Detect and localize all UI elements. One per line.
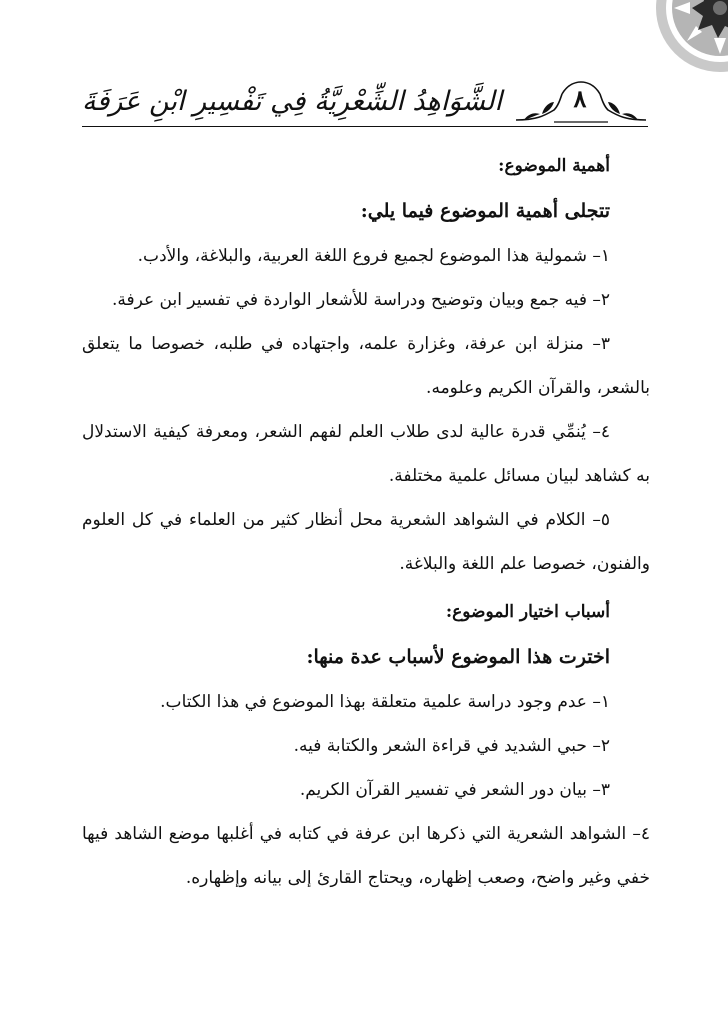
list-item: ٢– فيه جمع وبيان وتوضيح ودراسة للأشعار الواردة في تفسير ابن عرفة.	[111, 290, 610, 310]
section-heading-reasons: أسباب اختيار الموضوع:	[445, 602, 610, 622]
corner-star-ornament	[638, 0, 728, 90]
list-item: ٤– الشواهد الشعرية التي ذكرها ابن عرفة في كتابه في أغلبها موضع الشاهد فيها خفي وغير واضح، وصعب إظهاره، ويحتاج القارئ إلى بيانه وإظهاره.	[82, 824, 650, 888]
section-heading-importance: أهمية الموضوع:	[498, 156, 610, 176]
header-divider	[82, 126, 648, 127]
running-header	[82, 80, 648, 130]
list-item: ٢– حبي الشديد في قراءة الشعر والكتابة فيه.	[293, 736, 610, 756]
list-item: ٣– منزلة ابن عرفة، وغزارة علمه، واجتهاده في طلبه، خصوصا ما يتعلق بالشعر، والقرآن الكريم وعلومه.	[82, 334, 650, 398]
book-title: الشَّوَاهِدُ الشِّعْرِيَّةُ فِي تَفْسِيرِ ابْنِ عَرَفَةَ	[82, 86, 502, 117]
section-lead-reasons: اخترت هذا الموضوع لأسباب عدة منها:	[306, 646, 610, 668]
list-item: ٤– يُنمِّي قدرة عالية لدى طلاب العلم لفهم الشعر، ومعرفة كيفية الاستدلال به كشاهد لبيان مسائل علمية مختلفة.	[82, 422, 650, 486]
section-lead-importance: تتجلى أهمية الموضوع فيما يلي:	[360, 200, 610, 222]
list-item: ١– عدم وجود دراسة علمية متعلقة بهذا الموضوع في هذا الكتاب.	[160, 692, 610, 712]
list-item: ٥– الكلام في الشواهد الشعرية محل أنظار كثير من العلماء في كل العلوم والفنون، خصوصا علم اللغة والبلاغة.	[82, 510, 650, 574]
list-item: ١– شمولية هذا الموضوع لجميع فروع اللغة العربية، والبلاغة، والأدب.	[137, 246, 610, 266]
page-number: ٨	[573, 84, 587, 113]
list-item: ٣– بيان دور الشعر في تفسير القرآن الكريم.	[299, 780, 610, 800]
page-body	[82, 144, 650, 900]
